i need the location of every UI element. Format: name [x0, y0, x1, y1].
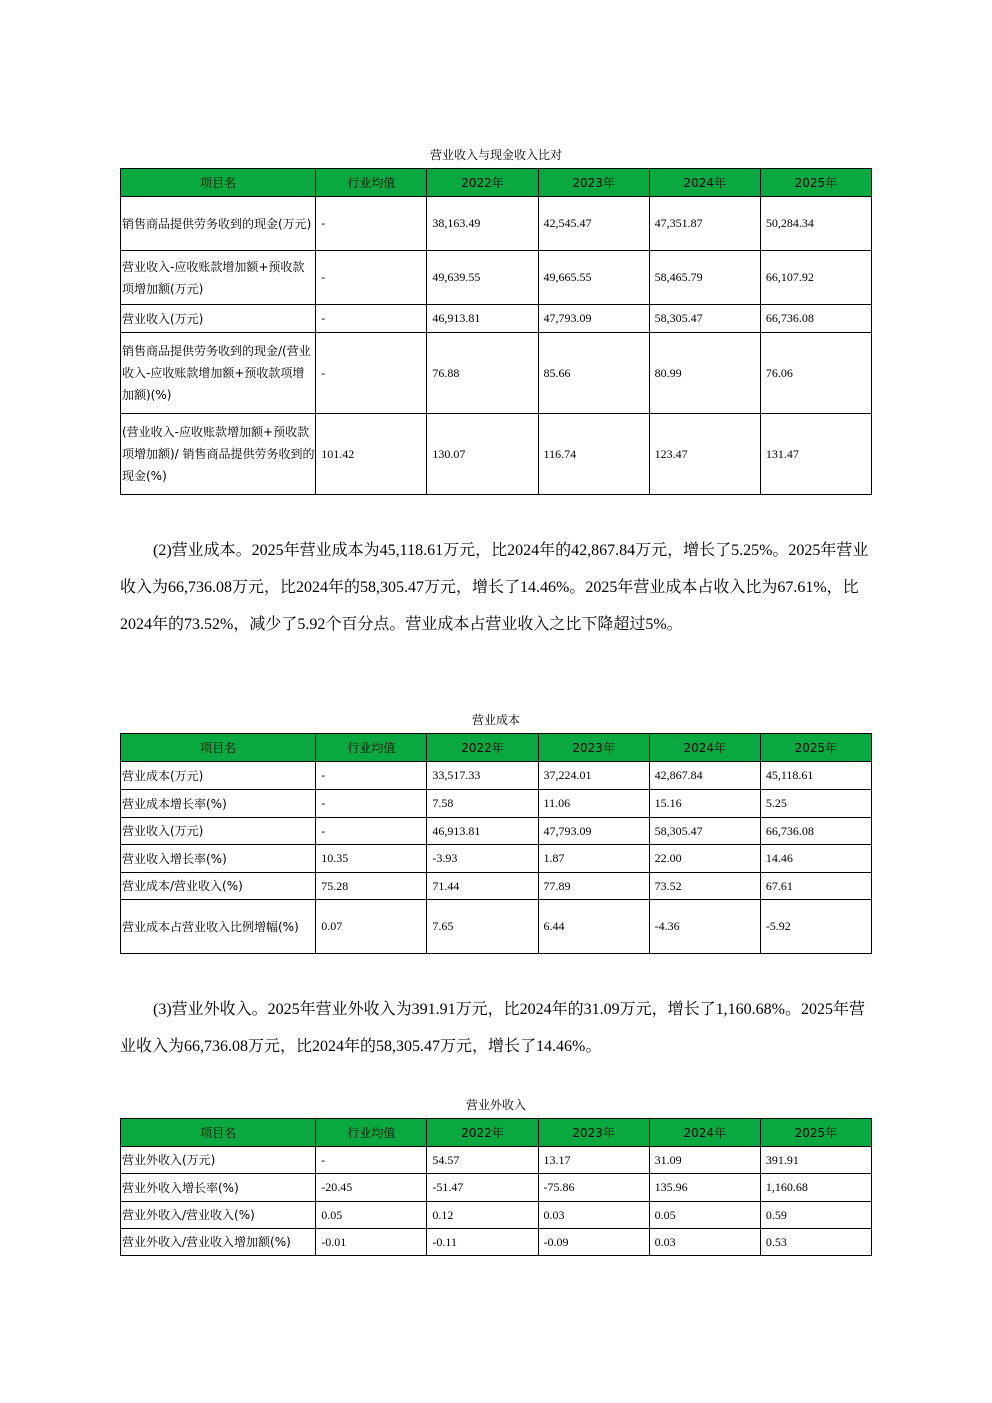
table-row — [121, 1147, 872, 1174]
value-cell: - — [316, 762, 427, 790]
value-cell: 0.03 — [538, 1202, 649, 1229]
column-header-year: 2024年 — [649, 734, 760, 762]
value-cell: 73.52 — [649, 873, 760, 900]
value-cell: 14.46 — [760, 845, 871, 873]
row-label-cell: 营业外收入/营业收入(%) — [121, 1202, 316, 1229]
row-label-cell: 营业外收入增长率(%) — [121, 1174, 316, 1202]
row-label-cell: 营业外收入/营业收入增加额(%) — [121, 1229, 316, 1256]
value-cell: - — [316, 818, 427, 845]
value-cell: 58,465.79 — [649, 251, 760, 305]
value-cell: 67.61 — [760, 873, 871, 900]
value-cell: -51.47 — [427, 1174, 538, 1202]
value-cell: 49,639.55 — [427, 251, 538, 305]
value-cell: 33,517.33 — [427, 762, 538, 790]
table-row — [121, 790, 872, 818]
value-cell: - — [316, 197, 427, 251]
value-cell: 101.42 — [316, 414, 427, 495]
table-header-row — [121, 1119, 872, 1147]
row-label-cell: 营业成本(万元) — [121, 762, 316, 790]
table-row — [121, 845, 872, 873]
column-header-year: 2025年 — [760, 734, 871, 762]
value-cell: -0.01 — [316, 1229, 427, 1256]
value-cell: 76.06 — [760, 333, 871, 414]
table-caption: 营业成本 — [471, 713, 520, 727]
column-header-name: 项目名 — [121, 1119, 316, 1147]
paragraph-non-operating-income — [120, 991, 880, 1065]
row-label-cell: 营业成本/营业收入(%) — [121, 873, 316, 900]
value-cell: 131.47 — [760, 414, 871, 495]
value-cell: 54.57 — [427, 1147, 538, 1174]
table-row — [121, 1202, 872, 1229]
table-row — [121, 333, 872, 414]
table-row — [121, 762, 872, 790]
value-cell: 10.35 — [316, 845, 427, 873]
value-cell: 0.07 — [316, 900, 427, 954]
value-cell: 0.05 — [316, 1202, 427, 1229]
value-cell: - — [316, 333, 427, 414]
table-row — [121, 818, 872, 845]
row-label-cell: 营业收入增长率(%) — [121, 845, 316, 873]
column-header-year: 2024年 — [649, 1119, 760, 1147]
revenue-cash-table — [120, 168, 872, 495]
value-cell: 58,305.47 — [649, 818, 760, 845]
value-cell: 45,118.61 — [760, 762, 871, 790]
row-label-cell: 销售商品提供劳务收到的现金(万元) — [121, 197, 316, 251]
table-row — [121, 1229, 872, 1256]
column-header-industry-avg: 行业均值 — [316, 734, 427, 762]
non-operating-income-table — [120, 1118, 872, 1256]
column-header-industry-avg: 行业均值 — [316, 1119, 427, 1147]
value-cell: 46,913.81 — [427, 305, 538, 333]
value-cell: 71.44 — [427, 873, 538, 900]
column-header-name: 项目名 — [121, 169, 316, 197]
value-cell: 42,545.47 — [538, 197, 649, 251]
value-cell: 0.12 — [427, 1202, 538, 1229]
table-row — [121, 251, 872, 305]
value-cell: 77.89 — [538, 873, 649, 900]
row-label-cell: 营业收入(万元) — [121, 305, 316, 333]
value-cell: 7.58 — [427, 790, 538, 818]
value-cell: 50,284.34 — [760, 197, 871, 251]
value-cell: 49,665.55 — [538, 251, 649, 305]
table-row — [121, 1174, 872, 1202]
column-header-year: 2023年 — [538, 734, 649, 762]
value-cell: -4.36 — [649, 900, 760, 954]
column-header-industry-avg: 行业均值 — [316, 169, 427, 197]
column-header-year: 2022年 — [427, 734, 538, 762]
value-cell: 80.99 — [649, 333, 760, 414]
paragraph-text: (2)营业成本。2025年营业成本为45,118.61万元，比2024年的42,867.84万元，增长了5.25%。2025年营业收入为66,736.08万元，比2024年的58,305.47万元，增长了14.46%。2025年营业成本占收入比为67.61%，比2024年的73.52%，减少了5.92个百分点。营业成本占营业收入之比下降超过5%。 — [120, 542, 869, 633]
value-cell: 75.28 — [316, 873, 427, 900]
table-row — [121, 305, 872, 333]
value-cell: 0.59 — [760, 1202, 871, 1229]
value-cell: 47,793.09 — [538, 305, 649, 333]
value-cell: 85.66 — [538, 333, 649, 414]
column-header-year: 2023年 — [538, 1119, 649, 1147]
value-cell: 66,736.08 — [760, 818, 871, 845]
value-cell: 22.00 — [649, 845, 760, 873]
value-cell: 135.96 — [649, 1174, 760, 1202]
row-label-cell: 营业收入(万元) — [121, 818, 316, 845]
column-header-year: 2025年 — [760, 169, 871, 197]
value-cell: 1.87 — [538, 845, 649, 873]
value-cell: 66,736.08 — [760, 305, 871, 333]
value-cell: 66,107.92 — [760, 251, 871, 305]
column-header-name: 项目名 — [121, 734, 316, 762]
row-label-cell: 销售商品提供劳务收到的现金/(营业收入-应收账款增加额+预收款项增加额)(%) — [121, 333, 316, 414]
value-cell: 47,793.09 — [538, 818, 649, 845]
value-cell: - — [316, 305, 427, 333]
value-cell: 37,224.01 — [538, 762, 649, 790]
table-row — [121, 197, 872, 251]
value-cell: 76.88 — [427, 333, 538, 414]
value-cell: 0.05 — [649, 1202, 760, 1229]
column-header-year: 2023年 — [538, 169, 649, 197]
value-cell: 0.53 — [760, 1229, 871, 1256]
row-label-cell: 营业外收入(万元) — [121, 1147, 316, 1174]
table-row — [121, 414, 872, 495]
value-cell: 123.47 — [649, 414, 760, 495]
value-cell: 15.16 — [649, 790, 760, 818]
value-cell: 38,163.49 — [427, 197, 538, 251]
value-cell: -75.86 — [538, 1174, 649, 1202]
value-cell: 58,305.47 — [649, 305, 760, 333]
table-row — [121, 873, 872, 900]
column-header-year: 2022年 — [427, 169, 538, 197]
row-label-cell: 营业成本增长率(%) — [121, 790, 316, 818]
paragraph-operating-cost — [120, 532, 880, 643]
row-label-cell: 营业成本占营业收入比例增幅(%) — [121, 900, 316, 954]
value-cell: 5.25 — [760, 790, 871, 818]
value-cell: -0.11 — [427, 1229, 538, 1256]
table-row — [121, 900, 872, 954]
value-cell: 13.17 — [538, 1147, 649, 1174]
table-caption: 营业收入与现金收入比对 — [429, 148, 562, 162]
value-cell: -0.09 — [538, 1229, 649, 1256]
column-header-year: 2024年 — [649, 169, 760, 197]
value-cell: -20.45 — [316, 1174, 427, 1202]
value-cell: 46,913.81 — [427, 818, 538, 845]
value-cell: 31.09 — [649, 1147, 760, 1174]
value-cell: -3.93 — [427, 845, 538, 873]
table-header-row — [121, 169, 872, 197]
column-header-year: 2025年 — [760, 1119, 871, 1147]
column-header-year: 2022年 — [427, 1119, 538, 1147]
value-cell: 391.91 — [760, 1147, 871, 1174]
value-cell: - — [316, 251, 427, 305]
value-cell: 130.07 — [427, 414, 538, 495]
value-cell: -5.92 — [760, 900, 871, 954]
paragraph-text: (3)营业外收入。2025年营业外收入为391.91万元，比2024年的31.09万元，增长了1,160.68%。2025年营业收入为66,736.08万元，比2024年的58,305.47万元，增长了14.46%。 — [120, 1001, 865, 1055]
value-cell: 11.06 — [538, 790, 649, 818]
table-caption: 营业外收入 — [465, 1098, 526, 1112]
value-cell: - — [316, 790, 427, 818]
value-cell: 116.74 — [538, 414, 649, 495]
row-label-cell: (营业收入-应收账款增加额+预收款项增加额)/ 销售商品提供劳务收到的现金(%) — [121, 414, 316, 495]
value-cell: - — [316, 1147, 427, 1174]
value-cell: 0.03 — [649, 1229, 760, 1256]
value-cell: 47,351.87 — [649, 197, 760, 251]
table-header-row — [121, 734, 872, 762]
operating-cost-table — [120, 733, 872, 954]
value-cell: 6.44 — [538, 900, 649, 954]
value-cell: 7.65 — [427, 900, 538, 954]
value-cell: 1,160.68 — [760, 1174, 871, 1202]
row-label-cell: 营业收入-应收账款增加额+预收款项增加额(万元) — [121, 251, 316, 305]
value-cell: 42,867.84 — [649, 762, 760, 790]
